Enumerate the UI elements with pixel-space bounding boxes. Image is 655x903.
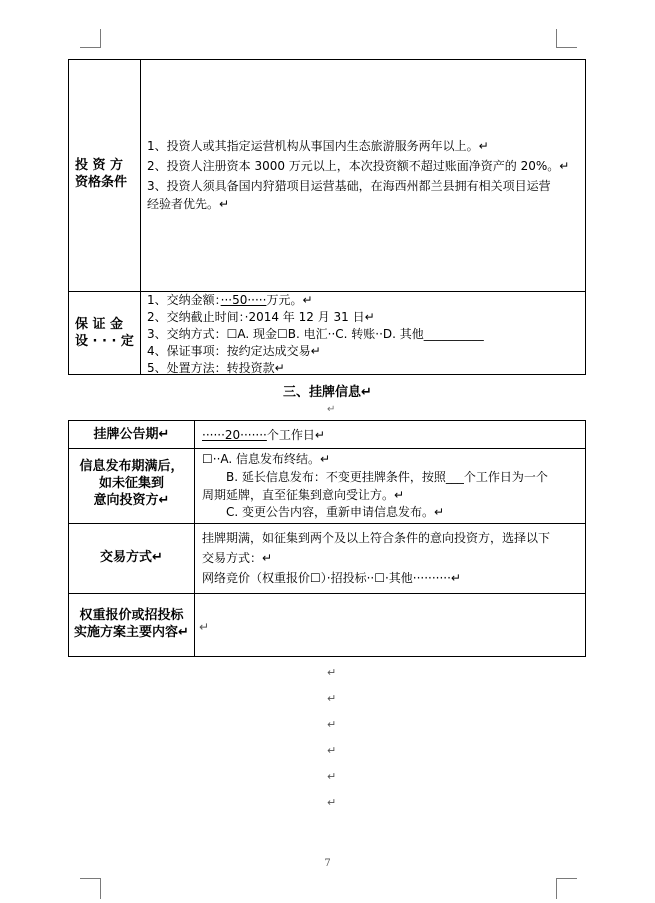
qualification-item: 经验者优先。↵ bbox=[147, 197, 230, 211]
option-a: ☐··A. 信息发布终结。↵ bbox=[202, 452, 331, 466]
deposit-handling: 5、处置方法：转投资款↵ bbox=[147, 361, 285, 375]
deposit-matters: 4、保证事项：按约定达成交易↵ bbox=[147, 344, 321, 358]
plan-label: 权重报价或招投标 实施方案主要内容↵ bbox=[74, 608, 189, 640]
paragraph-mark: ↵ bbox=[327, 796, 337, 809]
crop-mark-top-right bbox=[556, 29, 577, 48]
table-divider bbox=[69, 448, 585, 449]
trade-method-text: 交易方式：↵ bbox=[202, 551, 273, 565]
deposit-deadline: 2、交纳截止时间：·2014 年 12 月 31 日↵ bbox=[147, 310, 375, 324]
listing-period-value: ······20·······个工作日↵ bbox=[202, 428, 325, 442]
plan-value: ↵ bbox=[199, 620, 210, 634]
qualification-table bbox=[68, 59, 586, 375]
trade-method-text: 挂牌期满，如征集到两个及以上符合条件的意向投资方，选择以下 bbox=[202, 531, 551, 545]
paragraph-mark: ↵ bbox=[327, 692, 337, 705]
crop-mark-bottom-right bbox=[556, 878, 577, 899]
qualification-item: 2、投资人注册资本 3000 万元以上，本次投资额不超过账面净资产的 20%。↵ bbox=[147, 159, 570, 173]
table-divider bbox=[69, 523, 585, 524]
option-b-blank: ___ bbox=[445, 470, 464, 484]
qualification-item: 1、投资人或其指定运营机构从事国内生态旅游服务两年以上。↵ bbox=[147, 139, 489, 153]
table-divider bbox=[194, 421, 195, 656]
deposit-amount-value: ···50····· bbox=[220, 293, 267, 307]
crop-mark-top-left bbox=[80, 29, 101, 48]
deposit-label: 保 证 金 设 · · · 定 bbox=[75, 317, 134, 349]
table-divider bbox=[69, 593, 585, 594]
deposit-amount: 1、交纳金额：···50·····万元。↵ bbox=[147, 293, 313, 307]
paragraph-mark: ↵ bbox=[327, 666, 337, 679]
crop-mark-bottom-left bbox=[80, 878, 101, 899]
option-c: C. 变更公告内容，重新申请信息发布。↵ bbox=[226, 505, 445, 519]
trade-method-label: 交易方式↵ bbox=[100, 550, 163, 565]
section-title: 三、挂牌信息↵ bbox=[283, 385, 372, 400]
option-b-continued: 周期延牌，直至征集到意向受让方。↵ bbox=[202, 488, 405, 502]
deposit-other-blank: __________ bbox=[423, 327, 484, 341]
listing-table bbox=[68, 420, 586, 657]
trade-method-options: 网络竞价（权重报价☐）·招投标··☐·其他··········↵ bbox=[202, 571, 461, 585]
investor-label: 投 资 方 资格条件 bbox=[75, 158, 128, 190]
page-number: 7 bbox=[324, 858, 331, 869]
paragraph-mark: ↵ bbox=[327, 404, 336, 415]
listing-period-label: 挂牌公告期↵ bbox=[93, 427, 170, 442]
deposit-method: 3、交纳方式：☐A. 现金☐B. 电汇··C. 转账··D. 其他__________ bbox=[147, 327, 484, 341]
paragraph-mark: ↵ bbox=[327, 718, 337, 731]
option-b: B. 延长信息发布：不变更挂牌条件，按照___个工作日为一个 bbox=[226, 470, 548, 484]
paragraph-mark: ↵ bbox=[327, 770, 337, 783]
qualification-item: 3、投资人须具备国内狩猎项目运营基础，在海西州都兰县拥有相关项目运营 bbox=[147, 179, 551, 193]
paragraph-mark: ↵ bbox=[327, 744, 337, 757]
table-divider bbox=[140, 60, 141, 374]
expire-label: 信息发布期满后， 如未征集到 意向投资方↵ bbox=[79, 459, 184, 508]
